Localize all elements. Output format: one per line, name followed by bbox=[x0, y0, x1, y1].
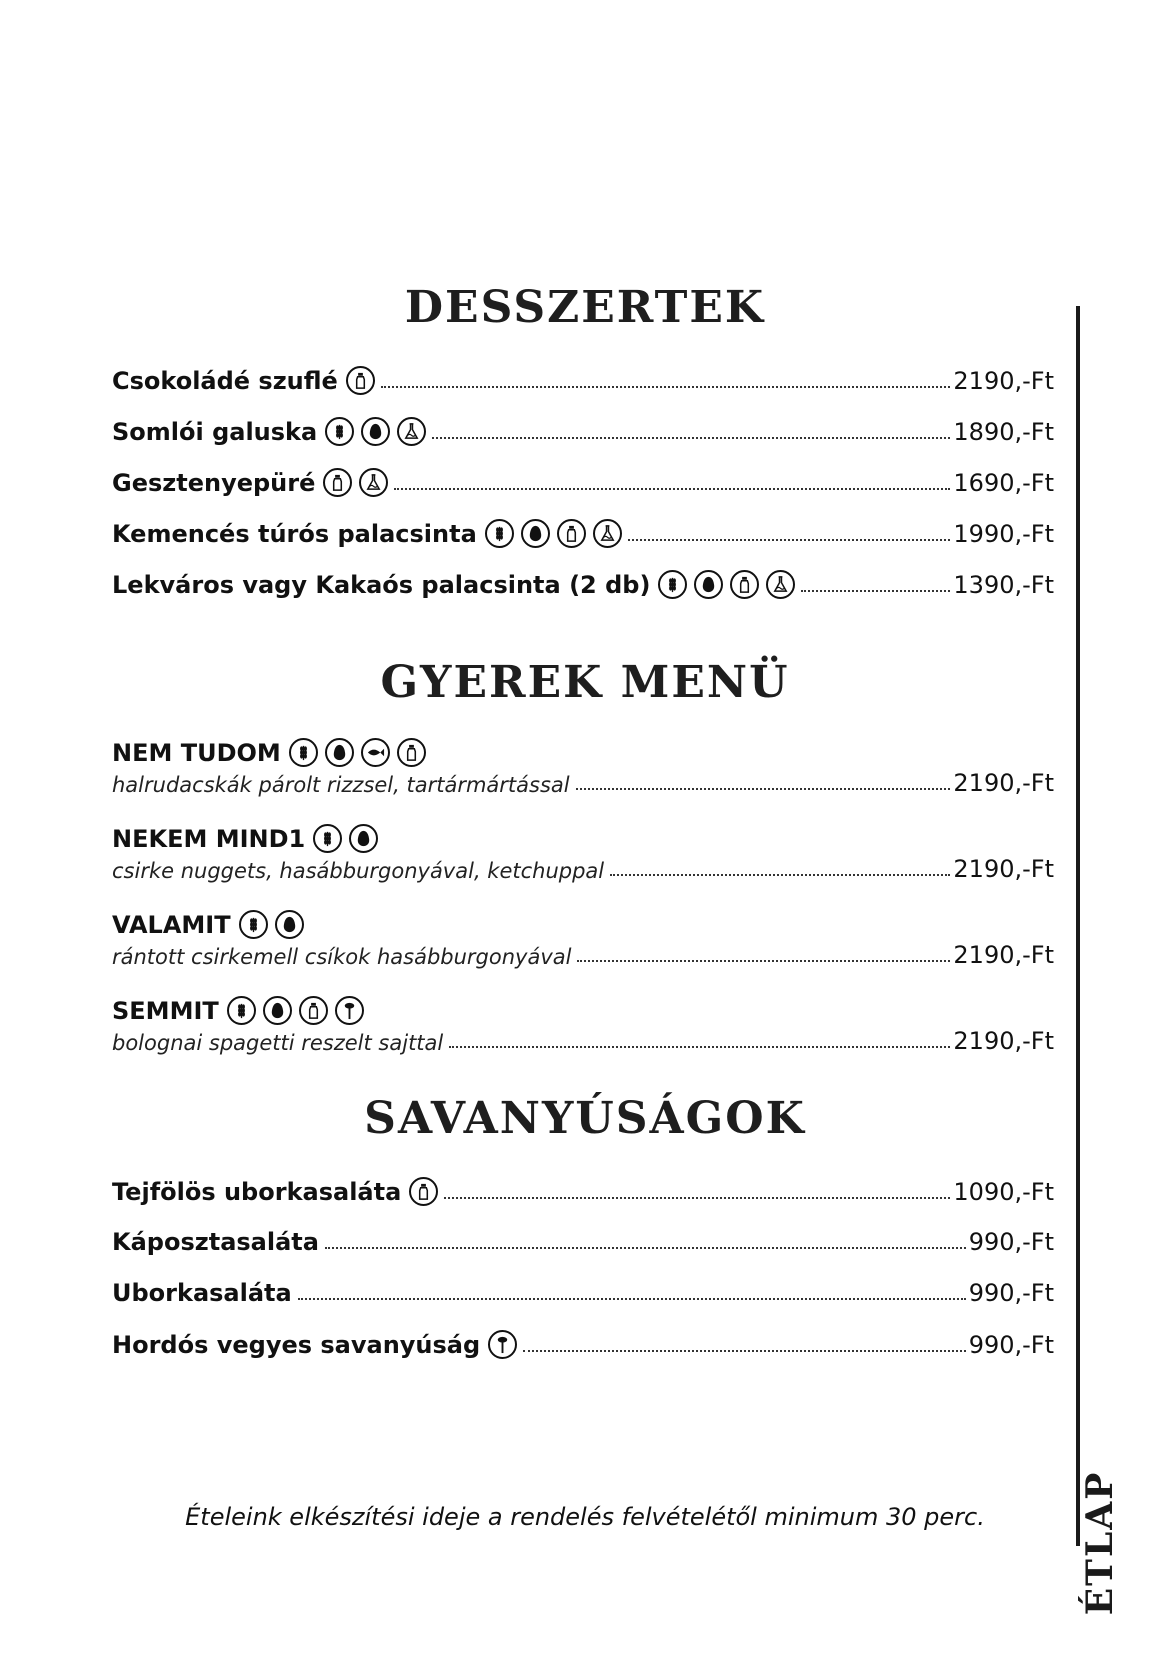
leader-dots bbox=[432, 437, 950, 439]
menu-item-desc-row bbox=[112, 855, 1054, 883]
gluten-icon bbox=[289, 738, 318, 767]
leader-dots bbox=[325, 1247, 966, 1249]
milk-icon bbox=[299, 996, 328, 1025]
menu-item bbox=[112, 366, 1054, 395]
allergen-icons bbox=[323, 468, 388, 497]
leader-dots bbox=[576, 788, 951, 790]
item-price: 990,-Ft bbox=[968, 1279, 1054, 1307]
item-description: bolognai spagetti reszelt sajttal bbox=[112, 1031, 444, 1055]
allergen-icons bbox=[289, 738, 426, 767]
egg-icon bbox=[263, 996, 292, 1025]
menu-item bbox=[112, 1228, 1054, 1256]
item-name: VALAMIT bbox=[112, 911, 231, 939]
leader-dots bbox=[394, 488, 950, 490]
gluten-icon bbox=[485, 519, 514, 548]
egg-icon bbox=[521, 519, 550, 548]
menu-item bbox=[112, 1330, 1054, 1359]
item-price: 990,-Ft bbox=[968, 1331, 1054, 1359]
celery-icon bbox=[335, 996, 364, 1025]
leader-dots bbox=[610, 874, 950, 876]
item-price: 2190,-Ft bbox=[953, 855, 1054, 883]
milk-icon bbox=[557, 519, 586, 548]
allergen-icons bbox=[325, 417, 426, 446]
allergen-icons bbox=[227, 996, 364, 1025]
item-price: 1990,-Ft bbox=[953, 520, 1054, 548]
leader-dots bbox=[523, 1350, 966, 1352]
menu-item bbox=[112, 417, 1054, 446]
item-name: Somlói galuska bbox=[112, 418, 318, 446]
milk-icon bbox=[346, 366, 375, 395]
allergen-icons bbox=[346, 366, 375, 395]
leader-dots bbox=[298, 1298, 966, 1300]
menu-item-desc-row bbox=[112, 941, 1054, 969]
side-divider bbox=[1076, 306, 1080, 1546]
item-name: Tejfölös uborkasaláta bbox=[112, 1178, 402, 1206]
allergen-icons bbox=[239, 910, 304, 939]
gluten-icon bbox=[239, 910, 268, 939]
menu-item bbox=[112, 570, 1054, 599]
item-price: 1690,-Ft bbox=[953, 469, 1054, 497]
gluten-icon bbox=[313, 824, 342, 853]
item-description: halrudacskák párolt rizzsel, tartármártással bbox=[112, 773, 570, 797]
item-name: Gesztenyepüré bbox=[112, 469, 316, 497]
gluten-icon bbox=[325, 417, 354, 446]
lactose-icon bbox=[359, 468, 388, 497]
leader-dots bbox=[801, 590, 950, 592]
egg-icon bbox=[275, 910, 304, 939]
item-name: Lekváros vagy Kakaós palacsinta (2 db) bbox=[112, 571, 651, 599]
item-price: 2190,-Ft bbox=[953, 941, 1054, 969]
menu-item-desc-row bbox=[112, 769, 1054, 797]
item-name: NEKEM MIND1 bbox=[112, 825, 306, 853]
menu-item-name-row bbox=[112, 824, 1054, 853]
preparation-time-note: Ételeink elkészítési ideje a rendelés felvételétől minimum 30 perc. bbox=[185, 1503, 985, 1531]
allergen-icons bbox=[485, 519, 622, 548]
menu-item-name-row bbox=[112, 910, 1054, 939]
lactose-icon bbox=[766, 570, 795, 599]
milk-icon bbox=[397, 738, 426, 767]
item-price: 2190,-Ft bbox=[953, 769, 1054, 797]
allergen-icons bbox=[488, 1330, 517, 1359]
milk-icon bbox=[409, 1177, 438, 1206]
section-title-desserts: DESSZERTEK bbox=[404, 282, 766, 333]
menu-item bbox=[112, 468, 1054, 497]
milk-icon bbox=[730, 570, 759, 599]
item-price: 1390,-Ft bbox=[953, 571, 1054, 599]
item-name: Csokoládé szuflé bbox=[112, 367, 338, 395]
item-name: NEM TUDOM bbox=[112, 739, 281, 767]
item-description: rántott csirkemell csíkok hasábburgonyával bbox=[112, 945, 572, 969]
menu-item-name-row bbox=[112, 996, 1054, 1025]
lactose-icon bbox=[593, 519, 622, 548]
egg-icon bbox=[325, 738, 354, 767]
celery-icon bbox=[488, 1330, 517, 1359]
item-name: Hordós vegyes savanyúság bbox=[112, 1331, 481, 1359]
leader-dots bbox=[381, 386, 951, 388]
item-description: csirke nuggets, hasábburgonyával, ketchuppal bbox=[112, 859, 605, 883]
menu-item bbox=[112, 519, 1054, 548]
section-title-kids-menu: GYEREK MENÜ bbox=[380, 657, 790, 708]
menu-item bbox=[112, 1279, 1054, 1307]
leader-dots bbox=[449, 1046, 950, 1048]
lactose-icon bbox=[397, 417, 426, 446]
menu-item-desc-row bbox=[112, 1027, 1054, 1055]
item-price: 1090,-Ft bbox=[953, 1178, 1054, 1206]
gluten-icon bbox=[227, 996, 256, 1025]
menu-side-label: ÉTLAP bbox=[1079, 1470, 1121, 1616]
item-price: 1890,-Ft bbox=[953, 418, 1054, 446]
leader-dots bbox=[444, 1197, 950, 1199]
allergen-icons bbox=[313, 824, 378, 853]
item-price: 990,-Ft bbox=[968, 1228, 1054, 1256]
allergen-icons bbox=[409, 1177, 438, 1206]
gluten-icon bbox=[658, 570, 687, 599]
fish-icon bbox=[361, 738, 390, 767]
egg-icon bbox=[694, 570, 723, 599]
allergen-icons bbox=[658, 570, 795, 599]
section-title-pickles: SAVANYÚSÁGOK bbox=[364, 1093, 806, 1144]
egg-icon bbox=[361, 417, 390, 446]
menu-item-name-row bbox=[112, 738, 1054, 767]
item-name: Káposztasaláta bbox=[112, 1228, 319, 1256]
item-price: 2190,-Ft bbox=[953, 1027, 1054, 1055]
milk-icon bbox=[323, 468, 352, 497]
item-price: 2190,-Ft bbox=[953, 367, 1054, 395]
egg-icon bbox=[349, 824, 378, 853]
item-name: Kemencés túrós palacsinta bbox=[112, 520, 477, 548]
item-name: Uborkasaláta bbox=[112, 1279, 292, 1307]
item-name: SEMMIT bbox=[112, 997, 219, 1025]
menu-item bbox=[112, 1177, 1054, 1206]
leader-dots bbox=[628, 539, 951, 541]
leader-dots bbox=[577, 960, 950, 962]
